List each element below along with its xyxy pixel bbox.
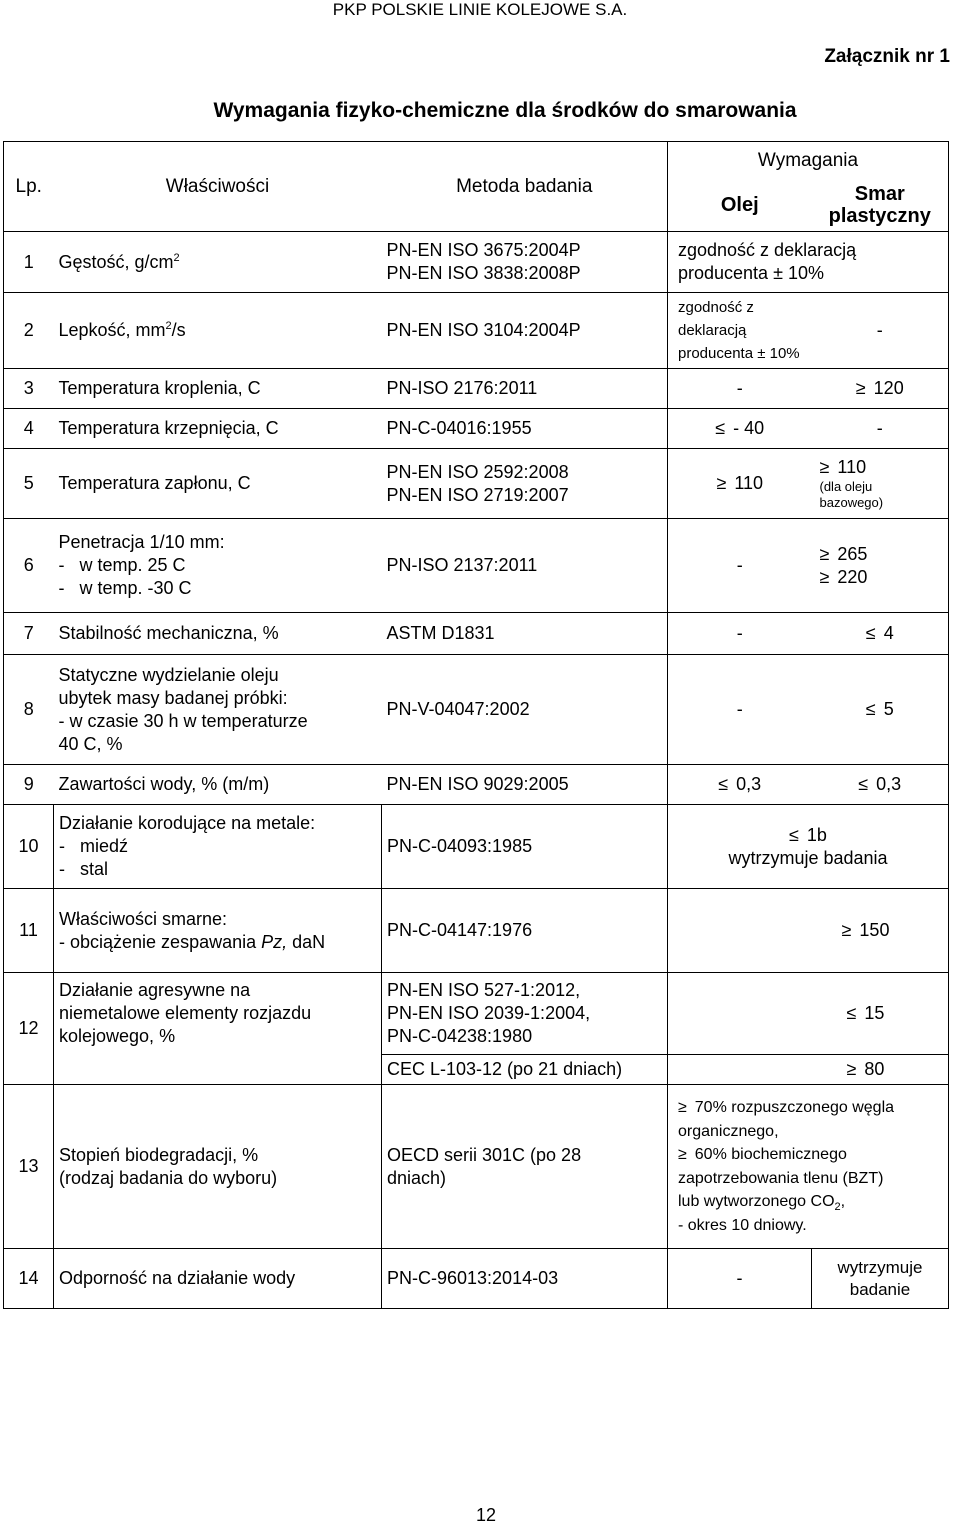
row-number: 7 [4, 613, 54, 655]
company-name: PKP POLSKIE LINIE KOLEJOWE S.A. [332, 0, 628, 19]
row-method: PN-C-04093:1985 [382, 805, 668, 889]
row-oil-grease-requirement: ≤ 1b wytrzymuje badania [668, 805, 949, 889]
row-method: OECD serii 301C (po 28 dniach) [382, 1085, 668, 1249]
row-number: 12 [4, 973, 54, 1085]
row-oil-grease-requirement: ≥ 70% rozpuszczonego węgla organicznego, ≥ 60% biochemicznego zapotrzebowania tlenu (BZT) lub wytworzonego $CO_2$, - okres 10 dniowy. [668, 1085, 949, 1249]
table-row [4, 765, 949, 805]
annex-label: Załącznik nr 1 [824, 46, 950, 67]
table-row [4, 409, 949, 449]
requirements-table [3, 141, 949, 1309]
row-property: Działanie korodujące na metale: - miedź - stal [54, 805, 382, 889]
row-method: PN-ISO 2176:2011 [382, 369, 668, 409]
row-number: 10 [4, 805, 54, 889]
table-row [4, 232, 949, 293]
row-method: PN-ISO 2137:2011 [382, 519, 668, 613]
table-row [4, 293, 949, 369]
row-extra-requirement: ≥ 80 [668, 1055, 949, 1085]
row-extra-method: CEC L-103-12 (po 21 dniach) [382, 1055, 668, 1085]
row-property: Lepkość, $mm^2/s$ [54, 293, 382, 369]
row-number: 8 [4, 655, 54, 765]
row-number: 1 [4, 232, 54, 293]
header-lp: Lp. [4, 142, 54, 232]
row-property: Temperatura zapłonu, C [54, 449, 382, 519]
row-method: PN-C-04147:1976 [382, 889, 668, 973]
row-method: PN-C-04016:1955 [382, 409, 668, 449]
row-oil-requirement: - [668, 519, 812, 613]
table-row [4, 613, 949, 655]
table-row [4, 889, 949, 973]
row-number: 6 [4, 519, 54, 613]
row-oil-requirement: ≤ 0,3 [668, 765, 812, 805]
row-oil-requirement: ≥ 110 [668, 449, 812, 519]
row-method: PN-EN ISO 9029:2005 [382, 765, 668, 805]
row-oil-grease-requirement: ≥ 150 [668, 889, 949, 973]
table-row [4, 1085, 949, 1249]
row-number: 9 [4, 765, 54, 805]
row-method: PN-C-96013:2014-03 [382, 1249, 668, 1309]
table-row [4, 369, 949, 409]
row-oil-grease-requirement: ≤ 15 [668, 973, 949, 1055]
row-number: 11 [4, 889, 54, 973]
header-grease: Smar plastyczny [812, 180, 949, 232]
row-property: Statyczne wydzielanie oleju ubytek masy badanej próbki: - w czasie 30 h w temperaturze 40 C, % [54, 655, 382, 765]
row-oil-grease-requirement: zgodność z deklaracją producenta ± 10% [668, 232, 949, 293]
row-number: 2 [4, 293, 54, 369]
table-row [4, 1249, 949, 1309]
row-grease-requirement: ≥ 110 (dla oleju bazowego) [812, 449, 949, 519]
table-row [4, 449, 949, 519]
header-method: Metoda badania [382, 142, 668, 232]
table-row [4, 973, 949, 1055]
row-method: PN-EN ISO 3675:2004P PN-EN ISO 3838:2008P [382, 232, 668, 293]
table-row [4, 519, 949, 613]
row-oil-requirement: - [668, 613, 812, 655]
table-row [4, 655, 949, 765]
table-row [4, 805, 949, 889]
row-grease-requirement: - [812, 293, 949, 369]
row-number: 13 [4, 1085, 54, 1249]
row-oil-requirement: - [668, 1249, 812, 1309]
row-number: 4 [4, 409, 54, 449]
row-method: PN-EN ISO 3104:2004P [382, 293, 668, 369]
row-property: Temperatura kroplenia, C [54, 369, 382, 409]
row-oil-requirement: - [668, 655, 812, 765]
row-property: Stopień biodegradacji, % (rodzaj badania do wyboru) [54, 1085, 382, 1249]
row-grease-requirement: ≥ 265 ≥ 220 [812, 519, 949, 613]
row-property: Odporność na działanie wody [54, 1249, 382, 1309]
document-title: Wymagania fizyko-chemiczne dla środków do smarowania [213, 99, 797, 122]
row-grease-requirement: ≤ 5 [812, 655, 949, 765]
header-property: Właściwości [54, 142, 382, 232]
row-grease-requirement: ≤ 4 [812, 613, 949, 655]
row-property: Właściwości smarne: - obciążenie zespawania Pz, daN [54, 889, 382, 973]
row-grease-requirement: ≥ 120 [812, 369, 949, 409]
row-oil-requirement: zgodność z deklaracją producenta ± 10% [668, 293, 812, 369]
row-method: PN-EN ISO 527-1:2012, PN-EN ISO 2039-1:2004, PN-C-04238:1980 [382, 973, 668, 1055]
row-property: Działanie agresywne na niemetalowe elementy rozjazdu kolejowego, % [54, 973, 382, 1085]
page-number: 12 [475, 1505, 497, 1525]
row-number: 5 [4, 449, 54, 519]
row-oil-requirement: - [668, 369, 812, 409]
header-requirements: Wymagania [668, 142, 949, 180]
row-method: PN-V-04047:2002 [382, 655, 668, 765]
header-oil: Olej [668, 180, 812, 232]
row-grease-requirement: - [812, 409, 949, 449]
row-property: Penetracja 1/10 mm: - w temp. 25 C - w temp. -30 C [54, 519, 382, 613]
row-number: 14 [4, 1249, 54, 1309]
row-method: PN-EN ISO 2592:2008 PN-EN ISO 2719:2007 [382, 449, 668, 519]
row-property: Gęstość, $g/cm^2$ [54, 232, 382, 293]
row-number: 3 [4, 369, 54, 409]
row-oil-requirement: ≤ - 40 [668, 409, 812, 449]
row-property: Zawartości wody, % (m/m) [54, 765, 382, 805]
row-property: Stabilność mechaniczna, % [54, 613, 382, 655]
row-method: ASTM D1831 [382, 613, 668, 655]
row-property: Temperatura krzepnięcia, C [54, 409, 382, 449]
row-grease-requirement: wytrzymuje badanie [812, 1249, 949, 1309]
table-header-row [4, 142, 949, 180]
row-grease-requirement: ≤ 0,3 [812, 765, 949, 805]
